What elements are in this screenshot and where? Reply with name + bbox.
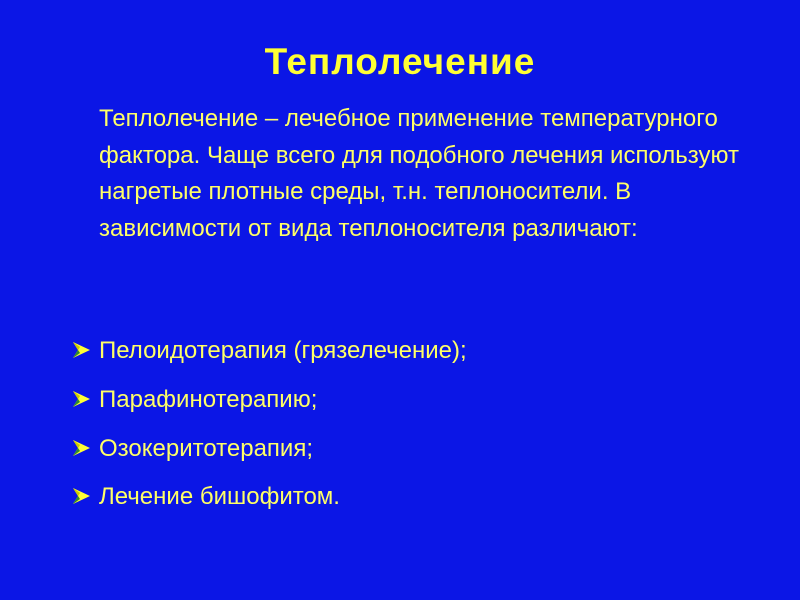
list-item-text: Лечение бишофитом.	[99, 483, 340, 511]
check-arrowhead-icon	[72, 340, 92, 360]
check-arrowhead-icon	[72, 389, 92, 409]
slide-title: Теплолечение	[264, 41, 536, 82]
check-arrowhead-icon	[72, 486, 92, 506]
list-item-text: Пелоидотерапия (грязелечение);	[99, 337, 467, 364]
intro-paragraph: Теплолечение – лечебное применение температурного фактора. Чаще всего для подобного лечения используют нагретые плотные среды, т.н. теплоносители. В зависимости от вида теплоносителя различают:	[99, 105, 739, 242]
list-item-text: Парафинотерапию;	[99, 385, 318, 413]
therapy-list	[72, 337, 762, 532]
list-item	[72, 483, 762, 510]
check-arrowhead-icon	[72, 438, 92, 458]
list-item	[72, 337, 762, 364]
list-item	[72, 386, 762, 413]
list-item-text: Озокеритотерапия;	[99, 434, 313, 462]
list-item	[72, 435, 762, 462]
